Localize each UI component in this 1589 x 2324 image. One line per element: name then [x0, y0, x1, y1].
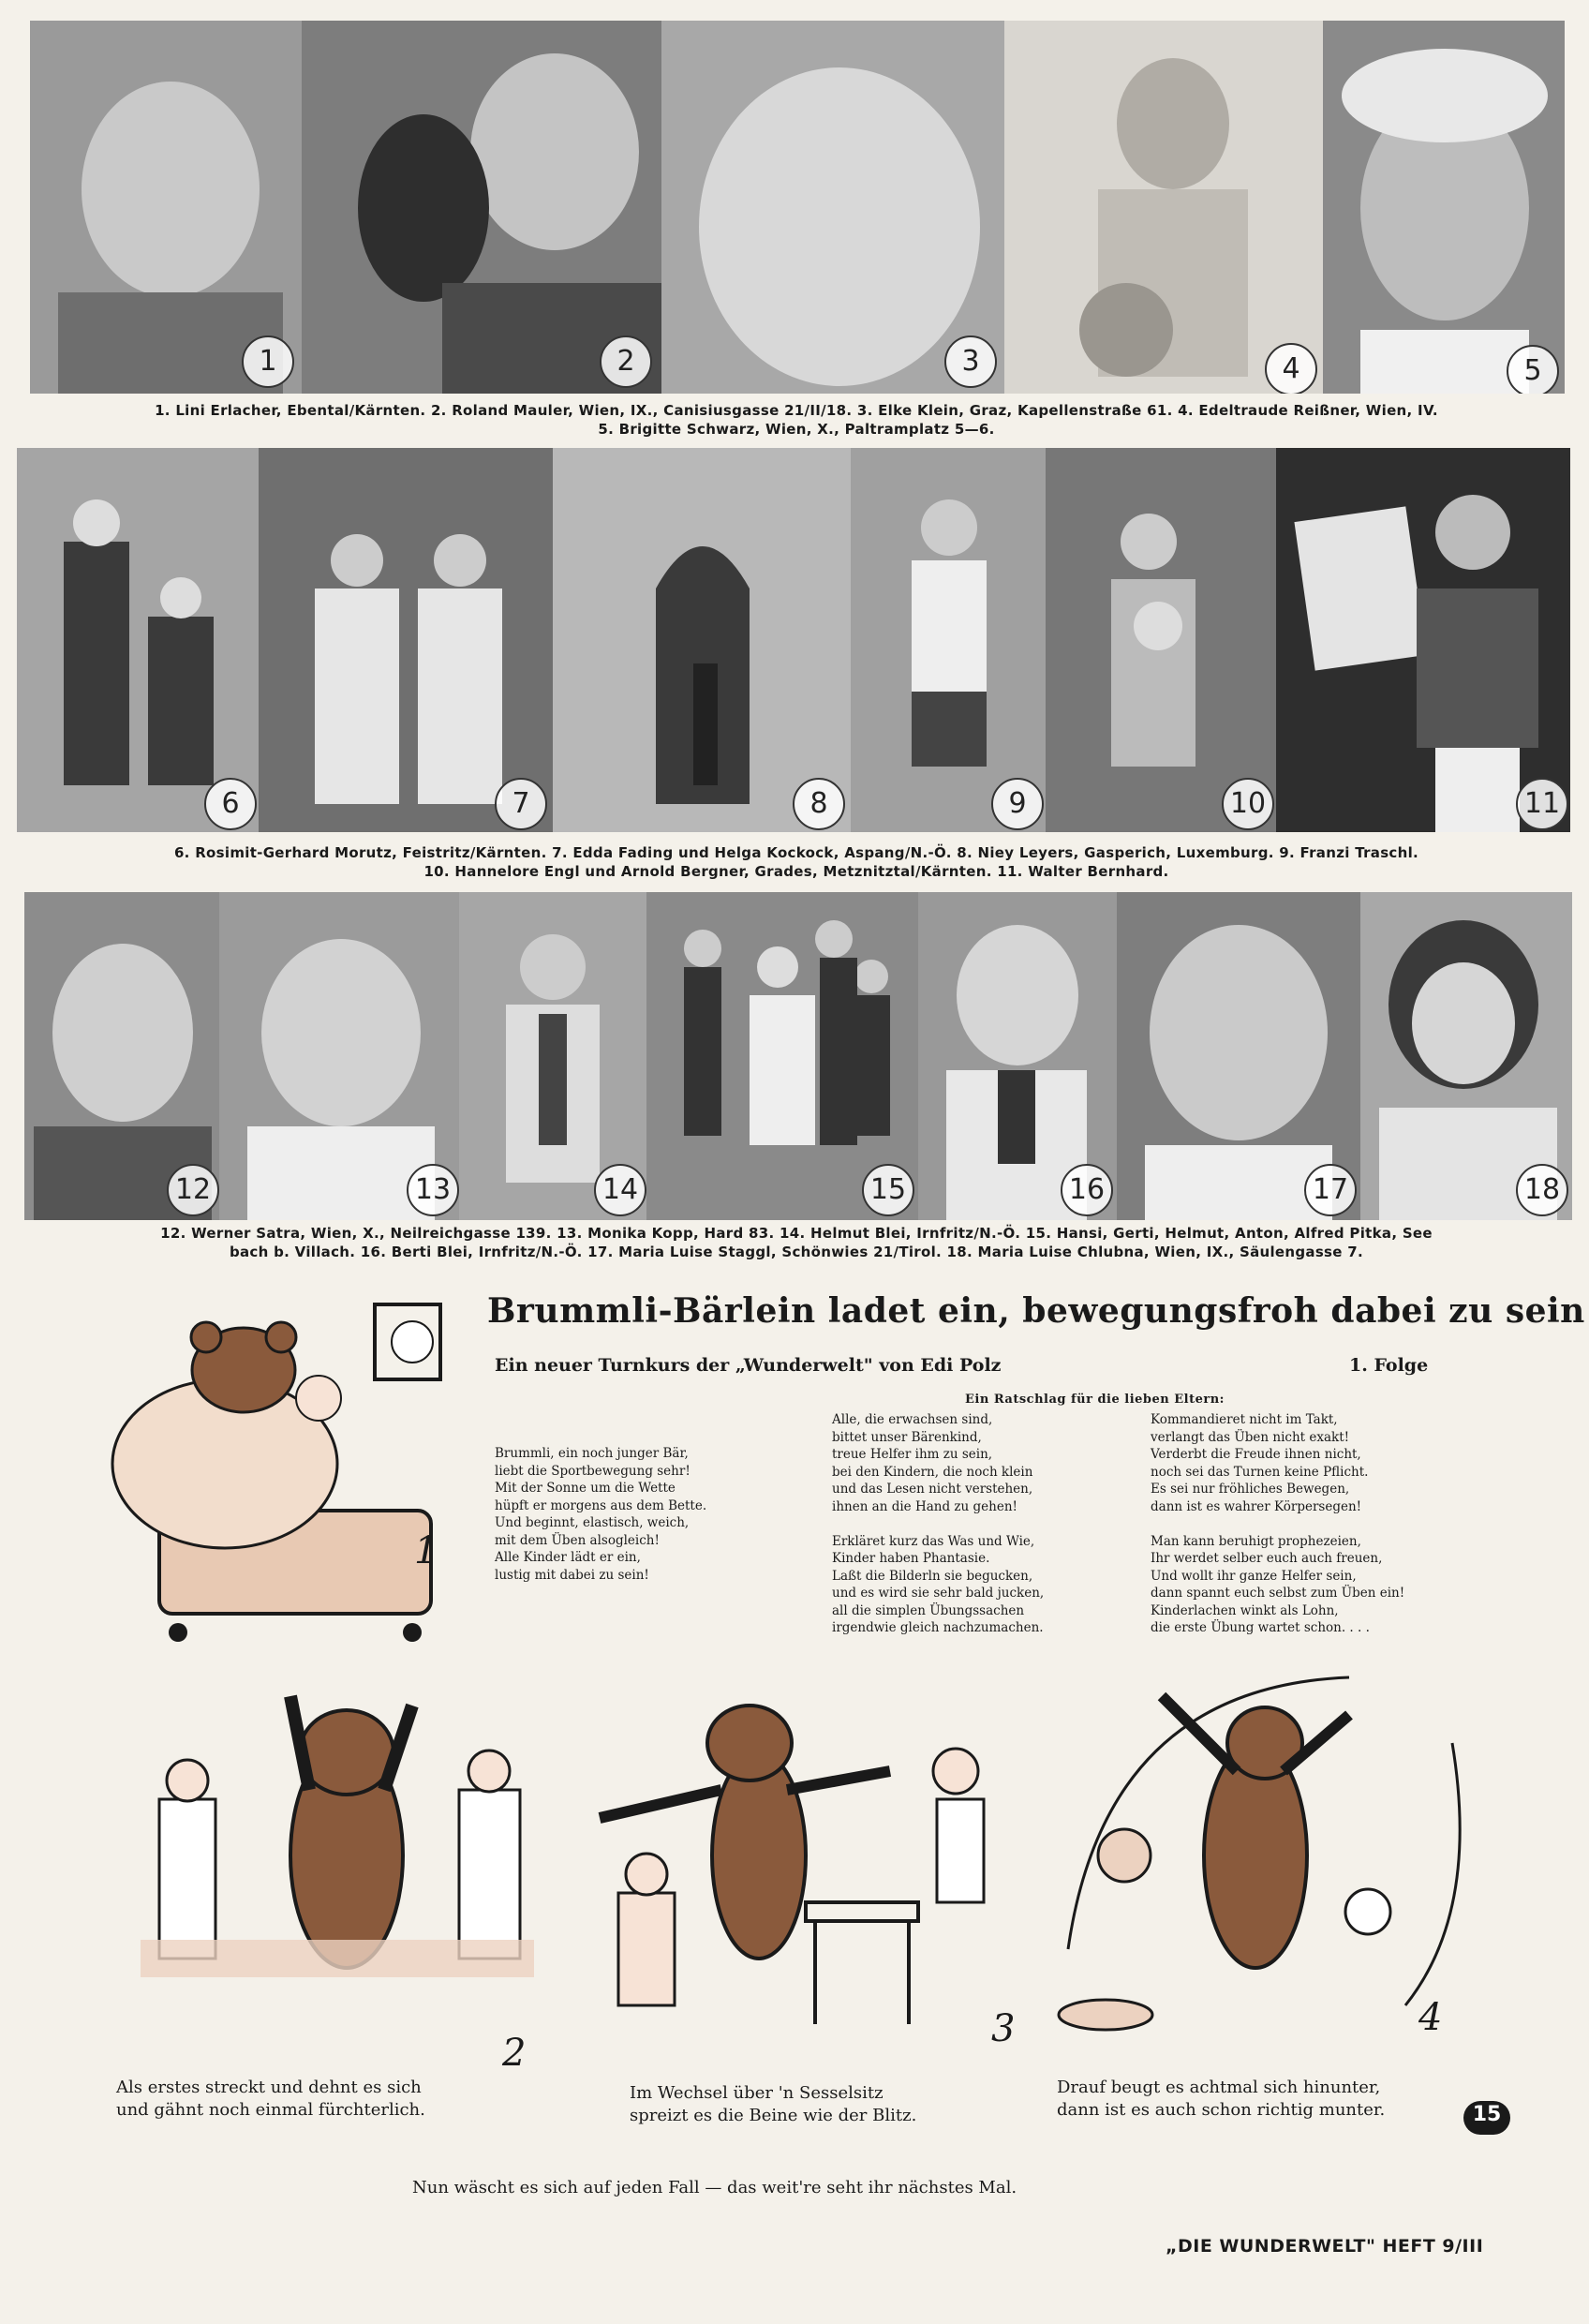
poem-column-3: Kommandieret nicht im Takt, verlangt das Üben nicht exakt! Verderbt die Freude ihnen nicht, noch sei das Turnen keine Pflicht. Es sei nur fröhliches Bewegen, dann ist es wahrer Körpersegen! Man kann beruhigt prophezeien, Ihr werdet selber euch auch freuen, Und wollt ihr ganze Helfer sein, dann spannt euch selbst zum Üben ein! Kinderlachen winkt als Lohn, die erste Übung wartet schon. . . .	[1151, 1412, 1405, 1635]
photo-12	[24, 892, 219, 1220]
photo-number: 9	[991, 778, 1044, 830]
article-subtitle: Ein neuer Turnkurs der „Wunderwelt" von Edi Polz	[495, 1355, 1002, 1376]
photo-caption-1	[94, 401, 1499, 439]
boy-with-dog-icon	[302, 21, 661, 394]
two-girls-icon	[259, 448, 553, 832]
article-folge: 1. Folge	[1349, 1355, 1429, 1376]
photo-number: 8	[793, 778, 845, 830]
bear-in-bed-illustration	[103, 1286, 478, 1642]
portrait-icon	[1323, 21, 1565, 394]
standing-boy-icon	[851, 448, 1046, 832]
photo-number: 4	[1265, 343, 1317, 394]
photo-caption-3	[94, 1224, 1499, 1261]
photo-4	[1004, 21, 1323, 394]
caption-line: 6. Rosimit-Gerhard Morutz, Feistritz/Kärnten. 7. Edda Fading und Helga Kockock, Aspang/N.-Ö. 8. Niey Leyers, Gasperich, Luxemburg. 9. Franzi Traschl.	[173, 844, 1419, 861]
girl-with-baby-icon	[1046, 448, 1276, 832]
boy-reading-icon	[1276, 448, 1570, 832]
illustration-number-2: 2	[502, 2032, 527, 2075]
caption-line: bach b. Villach. 16. Berti Blei, Irnfritz/N.-Ö. 17. Maria Luise Staggl, Schönwies 21/Tirol. 18. Maria Luise Chlubna, Wien, IX., Säulengasse 7.	[229, 1244, 1364, 1260]
issue-label: „DIE WUNDERWELT" HEFT 9/III	[1166, 2236, 1484, 2257]
photo-number: 17	[1304, 1164, 1357, 1216]
poem-column-2: Alle, die erwachsen sind, bittet unser Bärenkind, treue Helfer ihm zu sein, bei den Kindern, die noch klein und das Lesen nicht verstehen, ihnen an die Hand zu gehen! Erkläret kurz das Was und Wie, Kinder haben Phantasie. Laßt die Bilderln sie begucken, und es wird sie sehr bald jucken, all die simplen Übungssachen irgendwie gleich nachzumachen.	[832, 1412, 1045, 1635]
page-number: 15	[1472, 2103, 1502, 2126]
photo-18	[1360, 892, 1572, 1220]
exercise-caption-4: Drauf beugt es achtmal sich hinunter, dann ist es auch schon richtig munter.	[1057, 2078, 1386, 2120]
photo-number: 18	[1516, 1164, 1568, 1216]
photo-13	[219, 892, 459, 1220]
bear-chair-illustration	[581, 1687, 1031, 2062]
photo-number: 2	[600, 335, 652, 388]
photo-2	[302, 21, 661, 394]
photo-10	[1046, 448, 1276, 832]
photo-7	[259, 448, 553, 832]
photo-number: 12	[167, 1164, 219, 1216]
photo-number: 1	[242, 335, 294, 388]
photo-number: 7	[495, 778, 547, 830]
photo-1	[30, 21, 302, 394]
caption-line: 10. Hannelore Engl und Arnold Bergner, Grades, Metznitztal/Kärnten. 11. Walter Bernhard.	[423, 863, 1169, 880]
footer-line: Nun wäscht es sich auf jeden Fall — das weit're seht ihr nächstes Mal.	[412, 2178, 1017, 2197]
photo-number: 10	[1222, 778, 1274, 830]
page-number-badge	[1462, 2099, 1512, 2137]
photo-6	[17, 448, 259, 832]
portrait-icon	[661, 21, 1004, 394]
photo-11	[1276, 448, 1570, 832]
caption-line: 12. Werner Satra, Wien, X., Neilreichgasse 139. 13. Monika Kopp, Hard 83. 14. Helmut Blei, Irnfritz/N.-Ö. 15. Hansi, Gerti, Helmut, Anton, Alfred Pitka, See	[160, 1225, 1433, 1242]
bear-bending-illustration	[1049, 1668, 1480, 2062]
photo-number: 16	[1061, 1164, 1113, 1216]
two-children-icon	[17, 448, 259, 832]
exercise-caption-3: Im Wechsel über 'n Sesselsitz spreizt es die Beine wie der Blitz.	[630, 2083, 917, 2125]
photo-number: 14	[594, 1164, 646, 1216]
photo-8	[553, 448, 851, 832]
photo-14	[459, 892, 646, 1220]
photo-5	[1323, 21, 1565, 394]
exercise-caption-2: Als erstes streckt und dehnt es sich und gähnt noch einmal fürchterlich.	[116, 2078, 425, 2120]
caption-line: 5. Brigitte Schwarz, Wien, X., Paltramplatz 5—6.	[598, 421, 995, 438]
photo-number: 11	[1516, 778, 1568, 830]
photo-9	[851, 448, 1046, 832]
photo-number: 5	[1507, 345, 1559, 394]
photo-number: 6	[204, 778, 257, 830]
photo-17	[1117, 892, 1360, 1220]
photo-number: 15	[862, 1164, 914, 1216]
illustration-number-4: 4	[1418, 1996, 1443, 2039]
illustration-number-3: 3	[991, 2007, 1016, 2050]
illustration-number-1: 1	[414, 1529, 438, 1572]
bear-stretching-illustration	[131, 1677, 543, 2043]
poem-column-1: Brummli, ein noch junger Bär, liebt die Sportbewegung sehr! Mit der Sonne um die Wette hüpft er morgens aus dem Bette. Und beginnt, elastisch, weich, mit dem Üben alsogleich! Alle Kinder lädt er ein, lustig mit dabei zu sein!	[495, 1446, 707, 1583]
photo-number: 3	[944, 335, 997, 388]
article-title: Brummli-Bärlein ladet ein, bewegungsfroh dabei zu sein	[487, 1291, 1585, 1331]
photo-number: 13	[407, 1164, 459, 1216]
photo-3	[661, 21, 1004, 394]
photo-caption-2	[94, 843, 1499, 881]
photo-15	[646, 892, 918, 1220]
caption-line: 1. Lini Erlacher, Ebental/Kärnten. 2. Roland Mauler, Wien, IX., Canisiusgasse 21/II/18. 3. Elke Klein, Graz, Kapellenstraße 61. 4. Edeltraude Reißner, Wien, IV.	[155, 402, 1438, 419]
advice-heading: Ein Ratschlag für die lieben Eltern:	[965, 1393, 1225, 1407]
girl-drawing-icon	[1004, 21, 1323, 394]
photo-16	[918, 892, 1117, 1220]
church-door-icon	[553, 448, 851, 832]
